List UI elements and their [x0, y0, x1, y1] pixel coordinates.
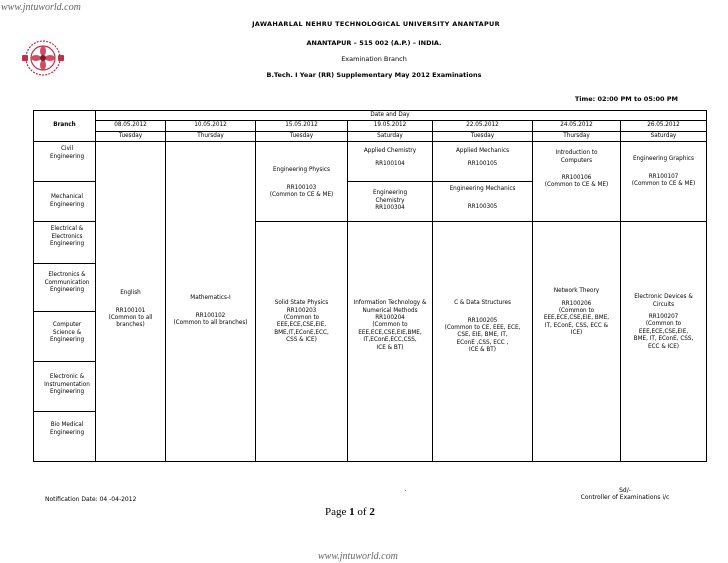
timetable	[33, 110, 707, 462]
exam-solid-state-physics: Solid State Physics RR100203 (Common to EEE,ECE,CSE,EIE, BME,IT,EConE,ECC, CSS & ICE)	[256, 222, 348, 462]
day-3: Tuesday	[256, 131, 348, 141]
university-address: ANANTAPUR – 515 002 (A.P.) – INDIA.	[306, 39, 442, 47]
day-2: Thursday	[166, 131, 256, 141]
date-6: 24.05.2012	[533, 121, 621, 131]
day-7: Saturday	[621, 131, 707, 141]
examination-branch: Examination Branch	[341, 55, 407, 63]
watermark-top: www.jntuworld.com	[1, 2, 81, 13]
controller-title: Controller of Examinations i/c	[580, 494, 670, 501]
branch-ece: Electronics & Communication Engineering	[34, 264, 96, 312]
day-6: Thursday	[533, 131, 621, 141]
branch-eee: Electrical & Electronics Engineering	[34, 222, 96, 264]
exam-time: Time: 02:00 PM to 05:00 PM	[574, 95, 678, 103]
exam-title: B.Tech. I Year (RR) Supplementary May 2012 Examinations	[266, 71, 482, 79]
date-4: 19.05.2012	[348, 121, 433, 131]
day-4: Saturday	[348, 131, 433, 141]
branch-eie: Electronic & Instrumentation Engineering	[34, 362, 96, 412]
university-name: JAWAHARLAL NEHRU TECHNOLOGICAL UNIVERSITY ANANTAPUR	[252, 20, 500, 28]
controller-signature	[565, 487, 685, 501]
tick-mark: `	[404, 490, 407, 497]
exam-engineering-chemistry: Engineering Chemistry RR100304	[348, 182, 433, 222]
exam-applied-chemistry: Applied Chemistry RR100104	[348, 142, 433, 182]
date-5: 22.05.2012	[433, 121, 533, 131]
watermark-bottom: www.jntuworld.com	[318, 551, 398, 562]
day-1: Tuesday	[96, 131, 166, 141]
exam-english: English RR100101 (Common to all branches)	[96, 142, 166, 462]
exam-intro-computers: Introduction to Computers RR100106 (Common to CE & ME)	[533, 142, 621, 222]
exam-network-theory: Network Theory RR100206 (Common to EEE,ECE,CSE,EIE, BME, IT, EConE, CSS, ECC & ICE)	[533, 222, 621, 462]
branch-bme: Bio Medical Engineering	[34, 412, 96, 462]
exam-electronic-devices-circuits: Electronic Devices & Circuits RR100207 (Common to EEE,ECE,CSE,EIE, BME, IT, EConE, CSS, ECC & ICE)	[621, 222, 707, 462]
date-1: 08.05.2012	[96, 121, 166, 131]
exam-it-numerical-methods: Information Technology & Numerical Methods RR100204 (Common to EEE,ECE,CSE,EIE,BME, IT,EConE,ECC,CSS, ICE & BT)	[348, 222, 433, 462]
date-and-day-header: Date and Day	[348, 111, 433, 121]
exam-engineering-physics: Engineering Physics RR100103 (Common to CE & ME)	[256, 142, 348, 222]
date-3: 15.05.2012	[256, 121, 348, 131]
date-2: 10.05.2012	[166, 121, 256, 131]
exam-c-data-structures: C & Data Structures RR100205 (Common to CE, EEE, ECE, CSE, EIE, BME, IT, EConE ,CSS, ECC , ICE & BT)	[433, 222, 533, 462]
branch-cse: Computer Science & Engineering	[34, 312, 96, 362]
date-7: 26.05.2012	[621, 121, 707, 131]
exam-engineering-graphics: Engineering Graphics RR100107 (Common to CE & ME)	[621, 142, 707, 222]
day-5: Tuesday	[433, 131, 533, 141]
exam-maths: Mathematics-I RR100102 (Common to all branches)	[166, 142, 256, 462]
branch-header: Branch	[34, 111, 96, 142]
signature-sd: Sd/-	[619, 487, 631, 494]
notification-date: Notification Date: 04 -04-2012	[45, 496, 137, 503]
exam-engineering-mechanics: Engineering Mechanics RR100305	[433, 182, 533, 222]
exam-applied-mechanics: Applied Mechanics RR100105	[433, 142, 533, 182]
branch-civil: Civil Engineering	[34, 142, 96, 182]
page-number: Page 1 of 2	[325, 506, 375, 518]
branch-mechanical: Mechanical Engineering	[34, 182, 96, 222]
